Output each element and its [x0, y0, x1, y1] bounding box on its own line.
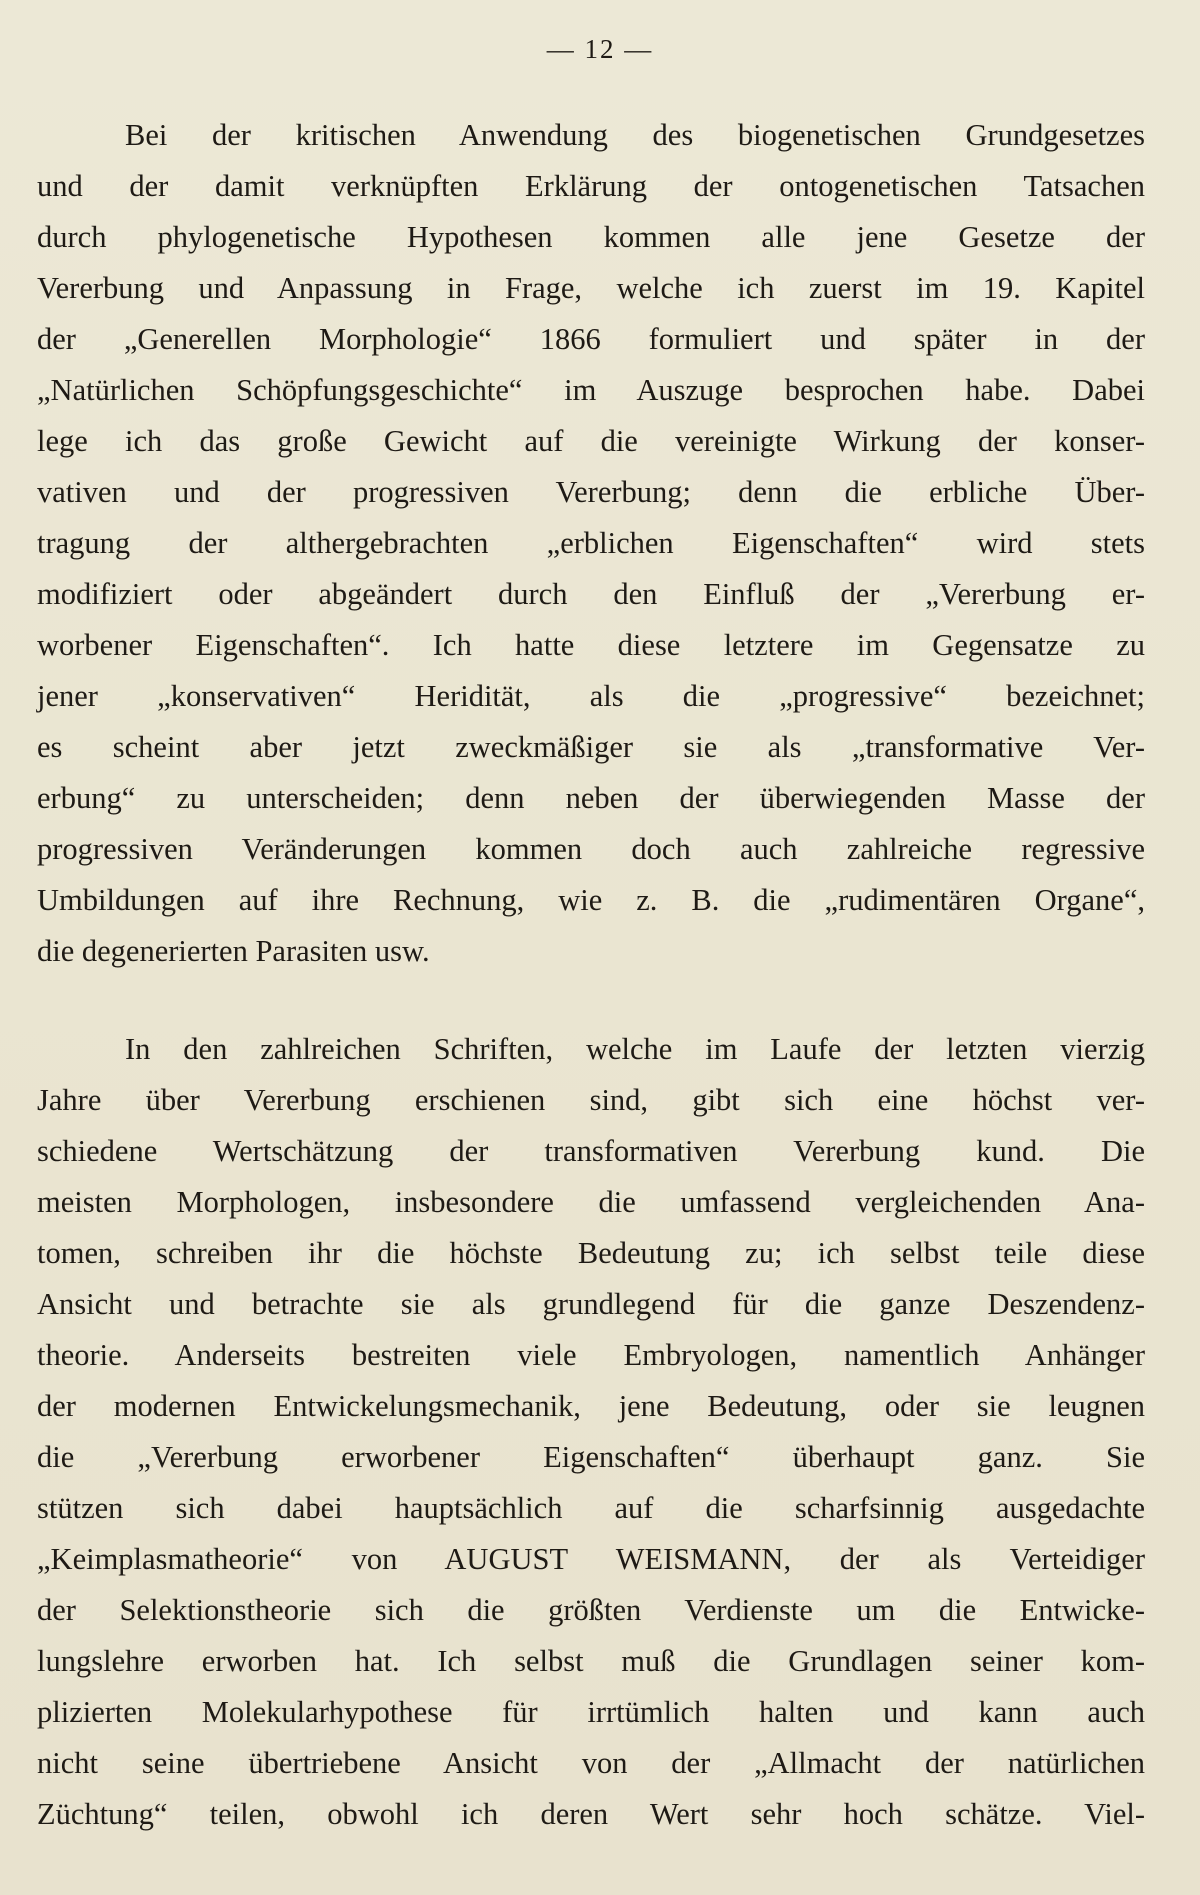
- text-line: der Selektionstheorie sich die größten Verdienste um die Entwicke-: [37, 1593, 1145, 1627]
- text-line: plizierten Molekularhypothese für irrtümlich halten und kann auch: [37, 1695, 1145, 1729]
- text-line: schiedene Wertschätzung der transformativen Vererbung kund. Die: [37, 1134, 1145, 1168]
- text-line: jener „konservativen“ Heridität, als die „progressive“ bezeichnet;: [37, 679, 1145, 713]
- text-line: die degenerierten Parasiten usw.: [37, 934, 430, 968]
- text-line: Züchtung“ teilen, obwohl ich deren Wert sehr hoch schätze. Viel-: [37, 1797, 1145, 1831]
- text-line: meisten Morphologen, insbesondere die umfassend vergleichenden Ana-: [37, 1185, 1145, 1219]
- text-line: Jahre über Vererbung erschienen sind, gibt sich eine höchst ver-: [37, 1083, 1145, 1117]
- text-line: es scheint aber jetzt zweckmäßiger sie als „transformative Ver-: [37, 730, 1145, 764]
- text-line: erbung“ zu unterscheiden; denn neben der überwiegenden Masse der: [37, 781, 1145, 815]
- text-line: modifiziert oder abgeändert durch den Einfluß der „Vererbung er-: [37, 577, 1145, 611]
- text-line: In den zahlreichen Schriften, welche im Laufe der letzten vierzig: [125, 1032, 1145, 1066]
- text-line: durch phylogenetische Hypothesen kommen alle jene Gesetze der: [37, 220, 1145, 254]
- text-line: der modernen Entwickelungsmechanik, jene Bedeutung, oder sie leugnen: [37, 1389, 1145, 1423]
- text-line: „Natürlichen Schöpfungsgeschichte“ im Auszuge besprochen habe. Dabei: [37, 373, 1145, 407]
- text-line: progressiven Veränderungen kommen doch auch zahlreiche regressive: [37, 832, 1145, 866]
- text-line: vativen und der progressiven Vererbung; denn die erbliche Über-: [37, 475, 1145, 509]
- text-line: nicht seine übertriebene Ansicht von der „Allmacht der natürlichen: [37, 1746, 1145, 1780]
- text-line: und der damit verknüpften Erklärung der ontogenetischen Tatsachen: [37, 169, 1145, 203]
- text-line: worbener Eigenschaften“. Ich hatte diese letztere im Gegensatze zu: [37, 628, 1145, 662]
- paragraph-1: [37, 110, 1145, 977]
- page-number: — 12 —: [546, 34, 654, 64]
- text-line: lungslehre erworben hat. Ich selbst muß die Grundlagen seiner kom-: [37, 1644, 1145, 1678]
- text-line: Vererbung und Anpassung in Frage, welche ich zuerst im 19. Kapitel: [37, 271, 1145, 305]
- text-line: „Keimplasmatheorie“ von AUGUST WEISMANN, der als Verteidiger: [37, 1542, 1145, 1576]
- text-line: Umbildungen auf ihre Rechnung, wie z. B. die „rudimentären Organe“,: [37, 883, 1145, 917]
- text-line: tomen, schreiben ihr die höchste Bedeutung zu; ich selbst teile diese: [37, 1236, 1145, 1270]
- text-line: der „Generellen Morphologie“ 1866 formuliert und später in der: [37, 322, 1145, 356]
- text-line: Bei der kritischen Anwendung des biogenetischen Grundgesetzes: [125, 118, 1145, 152]
- text-line: Ansicht und betrachte sie als grundlegend für die ganze Deszendenz-: [37, 1287, 1145, 1321]
- text-line: die „Vererbung erworbener Eigenschaften“ überhaupt ganz. Sie: [37, 1440, 1145, 1474]
- paragraph-2: [37, 1024, 1145, 1840]
- text-line: theorie. Anderseits bestreiten viele Embryologen, namentlich Anhänger: [37, 1338, 1145, 1372]
- text-line: stützen sich dabei hauptsächlich auf die scharfsinnig ausgedachte: [37, 1491, 1145, 1525]
- text-line: tragung der althergebrachten „erblichen Eigenschaften“ wird stets: [37, 526, 1145, 560]
- text-line: lege ich das große Gewicht auf die vereinigte Wirkung der konser-: [37, 424, 1145, 458]
